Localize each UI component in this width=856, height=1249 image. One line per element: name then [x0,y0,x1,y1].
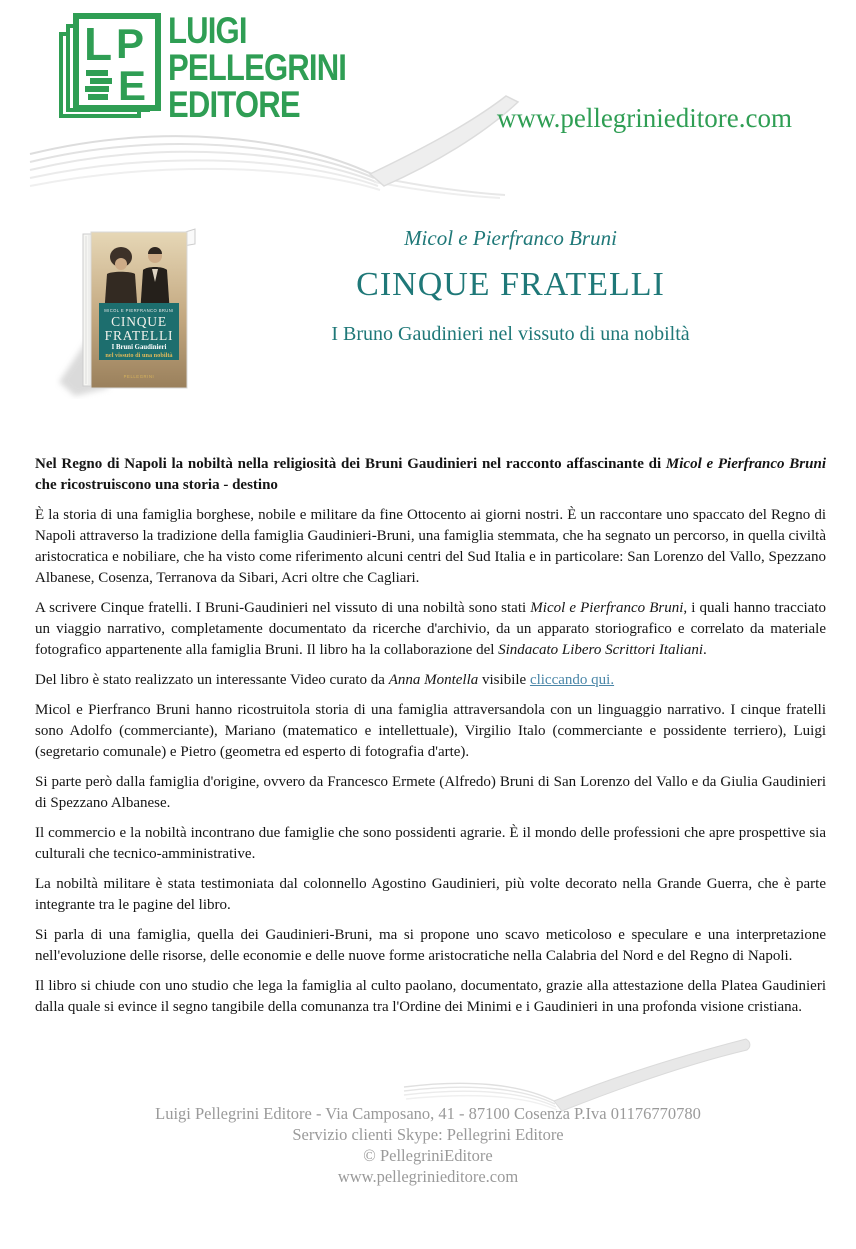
logo-letter-e: E [118,62,147,109]
text-segment: Il commercio e la nobiltà incontrano due famiglie che sono possidenti agrarie. È il mondo delle professioni che apre prospettive sia culturali che tecnico-amministrative. [35,825,826,862]
text-segment: È la storia di una famiglia borghese, nobile e militare da fine Ottocento ai giorni nostri. È un raccontare uno spaccato del Regno di Napoli attraverso la tradizione della famiglia Gaudinieri-Bruni, una famiglia stemmata, che ha segnato un percorso, in quella civiltà aristocratica e nobiliare, che ha visto come riferimento alcuni centri del Sud Italia e in particolare: San Lorenzo del Vallo, Spezzano Albanese, Cosenza, Terranova da Sibari, Acri oltre che Cagliari. [35,507,826,586]
header [0,0,856,200]
text-segment: Anna Montella [388,672,479,688]
text-segment: visibile [478,672,530,688]
cover-publisher: PELLEGRINI [123,374,155,379]
article-body [0,454,856,1018]
paragraph [35,505,826,589]
title-block [205,224,816,420]
hero-section [0,200,856,420]
logo-line-3: EDITORE [168,84,300,125]
text-segment: Si parte però dalla famiglia d'origine, ovvero da Francesco Ermete (Alfredo) Bruni di San Lorenzo del Vallo e da Giulia Gaudinieri di Spezzano Albanese. [35,774,826,811]
book-cover [55,224,205,420]
book-cover-image [55,224,205,399]
text-segment: A scrivere Cinque fratelli. I Bruni-Gaudinieri nel vissuto di una nobiltà sono stati [35,600,531,616]
book-author: Micol e Pierfranco Bruni [404,226,617,250]
book-subtitle: I Bruno Gaudinieri nel vissuto di una nobiltà [331,323,690,345]
text-segment: Micol e Pierfranco Bruni hanno ricostruitola storia di una famiglia attraversandola con un linguaggio narrativo. I cinque fratelli sono Adolfo (commerciante), Mariano (matematico e intellettuale), Virgilio Italo (commerciante e possidente terriero), Luigi (segretario comunale) e Pietro (geometra ed esperto di fotografia d'arte). [35,702,826,760]
cover-author: MICOL E PIERFRANCO BRUNI [104,308,174,313]
footer-copyright: © PellegriniEditore [363,1146,493,1165]
text-segment: . [703,642,707,658]
cover-subtitle-line2: nel vissuto di una nobiltà [105,352,173,359]
text-segment: La nobiltà militare è stata testimoniata dal colonnello Agostino Gaudinieri, più volte decorato nella Grande Guerra, che è parte integrante tra le pagine del libro. [35,876,826,913]
text-segment: Si parla di una famiglia, quella dei Gaudinieri-Bruni, ma si propone uno scavo meticoloso e speculare e una interpretazione nell'evoluzione delle risorse, delle economie e delle nuove forme aristocratiche nella Calabria del Nord e del Regno di Napoli. [35,927,826,964]
paragraph [35,772,826,814]
logo-letter-l: L [84,18,113,70]
footer [0,1027,856,1242]
text-segment: , i quali hanno tracciato un viaggio narrativo, completamente documentato da ricerche d'archivio, da un apparato storiografico e correlato da materiale fotografico appartenente alla famiglia Bruni. Il libro ha la collaborazione del [35,600,826,658]
paragraph [35,670,826,691]
footer-skype: Servizio clienti Skype: Pellegrini Editore [292,1125,564,1144]
logo-line-1: LUIGI [168,10,247,51]
paragraph [35,823,826,865]
logo-line-2: PELLEGRINI [168,47,347,88]
paragraph [35,874,826,916]
cover-title-line1: CINQUE [111,314,167,329]
paragraph [35,598,826,661]
text-segment: Micol e Pierfranco Bruni [665,456,826,472]
text-segment: Micol e Pierfranco Bruni [530,600,684,616]
text-segment: Nel Regno di Napoli la nobiltà nella religiosità dei Bruni Gaudinieri nel racconto affascinante di [35,456,666,472]
paragraph [35,925,826,967]
paragraph [35,976,826,1018]
text-segment: Sindacato Libero Scrittori Italiani [498,642,703,658]
video-link[interactable]: cliccando qui. [529,672,615,688]
footer-swoosh-decoration [378,1029,798,1139]
text-segment: Del libro è stato realizzato un interessante Video curato da [35,672,389,688]
text-segment: che ricostruiscono una storia - destino [35,477,278,493]
header-website-link[interactable]: www.pellegrinieditore.com [496,103,792,133]
page-title: CINQUE FRATELLI [356,266,665,303]
paragraph [35,700,826,763]
footer-website-link[interactable]: www.pellegrinieditore.com [337,1167,519,1186]
text-segment: Il libro si chiude con uno studio che lega la famiglia al culto paolano, documentato, grazie alla attestazione della Platea Gaudinieri dalla quale si evince il segno tangibile della comunanza tra l'Ordine dei Minimi e i Gaudinieri in una profonda visione cristiana. [35,978,826,1015]
paragraph [35,454,826,496]
footer-address: Luigi Pellegrini Editore - Via Camposano, 41 - 87100 Cosenza P.Iva 01176770780 [155,1104,701,1123]
cover-subtitle-line1: I Bruni Gaudinieri [111,344,167,351]
logo-letter-p: P [116,20,145,67]
cover-title-line2: FRATELLI [104,328,174,343]
